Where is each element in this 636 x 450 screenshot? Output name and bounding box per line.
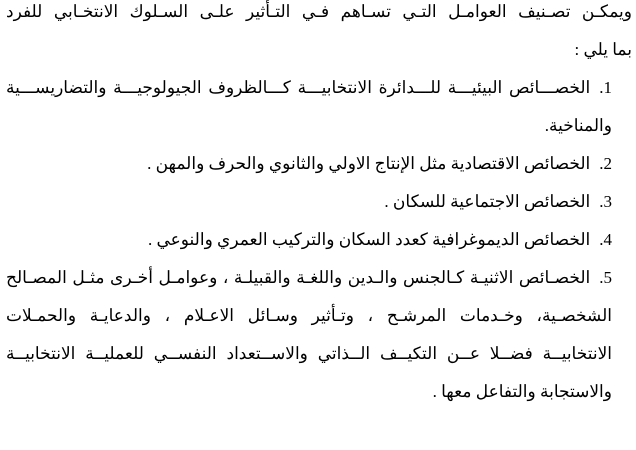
list-item-4 bbox=[6, 221, 632, 259]
intro-paragraph-line-2: بما يلي : bbox=[574, 40, 632, 59]
list-item-3 bbox=[6, 183, 632, 221]
list-item-2 bbox=[6, 145, 632, 183]
list-item-5 bbox=[6, 259, 632, 411]
list-item-5-line-2: الشخصـية، وخـدمات المرشـح ، وتـأثير وسـائل الاعـلام ، والدعايـة والحمـلات bbox=[6, 306, 612, 325]
list-item-3-text: الخصائص الاجتماعية للسكان . bbox=[384, 192, 591, 211]
list-item-4-number: 4. bbox=[599, 230, 612, 249]
document-content bbox=[6, 0, 632, 411]
list-item-2-number: 2. bbox=[599, 154, 612, 173]
list-item-5-line-1 bbox=[6, 259, 612, 297]
list-item-4-line-1 bbox=[6, 221, 612, 259]
intro-paragraph-line-1: ويمكـن تصـنيف العوامـل التـي تسـاهم فـي التـأثير علـى السـلوك الانتخـابي للفرد bbox=[6, 2, 632, 21]
list-item-3-number: 3. bbox=[599, 192, 612, 211]
list-item-1 bbox=[6, 69, 632, 145]
list-item-1-text: الخصـــائص البيئيـــة للـــدائرة الانتخابيـــة كـــالظروف الجيولوجيـــة والتضاريســـية bbox=[6, 78, 591, 97]
list-item-1-line-2: والمناخية. bbox=[544, 116, 612, 135]
list-item-5-line-3: الانتخابيــة فضــلا عــن التكيــف الــذاتي والاســتعداد النفســي للعمليــة الانتخابيــة bbox=[6, 344, 612, 363]
list-item-4-text: الخصائص الديموغرافية كعدد السكان والتركيب العمري والنوعي . bbox=[147, 230, 591, 249]
list-item-1-line-1 bbox=[6, 69, 612, 107]
list-item-3-line-1 bbox=[6, 183, 612, 221]
list-item-5-text: الخصـائص الاثنيـة كـالجنس والـدين واللغـة والقبيلـة ، وعوامـل أخـرى مثـل المصـالح bbox=[6, 268, 591, 287]
list-item-2-text: الخصائص الاقتصادية مثل الإنتاج الاولي والثانوي والحرف والمهن . bbox=[147, 154, 591, 173]
list-item-5-number: 5. bbox=[599, 268, 612, 287]
list-item-1-number: 1. bbox=[599, 78, 612, 97]
list-item-2-line-1 bbox=[6, 145, 612, 183]
list-item-5-line-4: والاستجابة والتفاعل معها . bbox=[432, 382, 612, 401]
